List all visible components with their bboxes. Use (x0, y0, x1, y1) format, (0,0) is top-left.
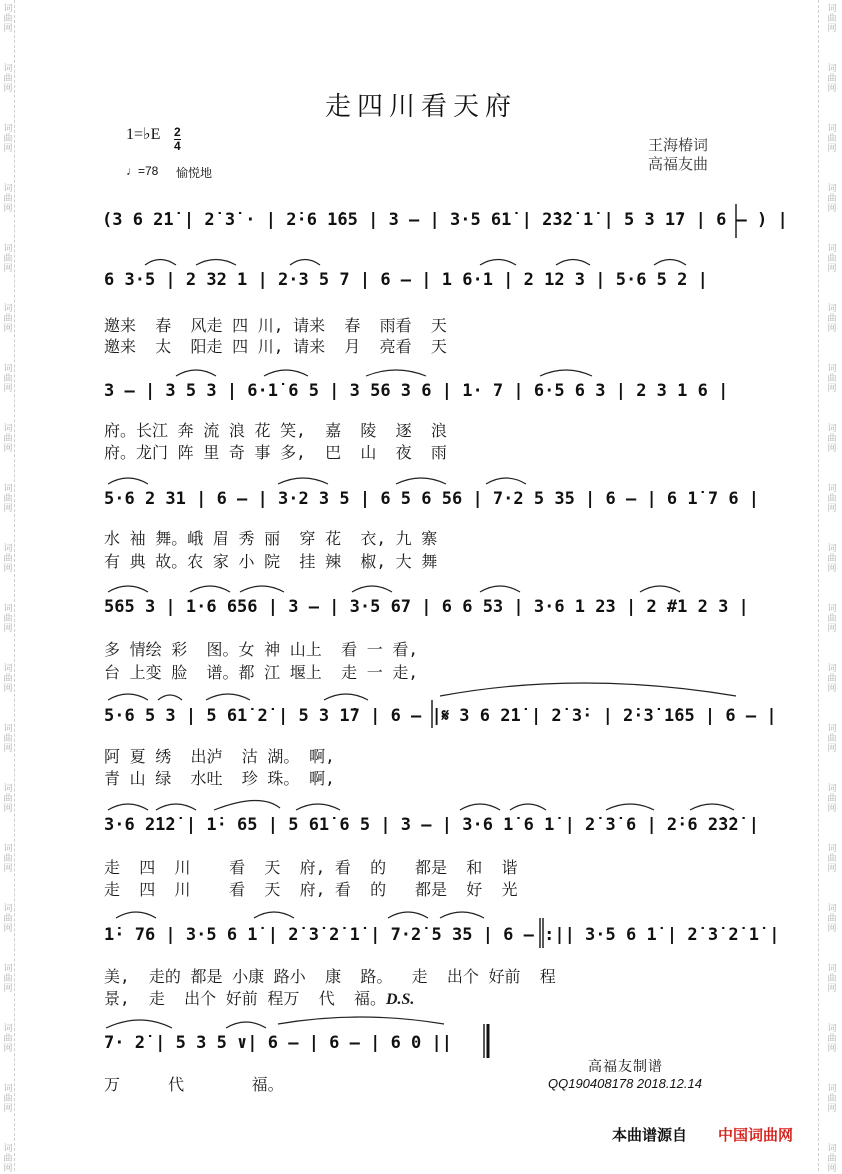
watermark-glyphs: 词 曲 网 (827, 1084, 837, 1114)
system-6-notes: 5·6 5 3 | 5 61̇ 2̇ | 5 3 1̇7 | 6 – |𝄋 3 6 2̇1̇ | 2̇ 3̇· | 2̇·3̇ 1̇65 | 6 – | (104, 706, 777, 726)
slur (366, 370, 426, 376)
watermark-glyphs: 词 曲 网 (3, 364, 13, 394)
tempo-marking: ♩=78 (126, 164, 159, 178)
slur (460, 804, 500, 810)
meter-top: 2 (174, 125, 181, 139)
site-name-link[interactable]: 中国词曲网 (718, 1126, 794, 1144)
watermark-glyphs: 词 曲 网 (827, 544, 837, 574)
slur (226, 1022, 266, 1028)
expression-marking: 愉悦地 (176, 166, 213, 180)
watermark-glyphs: 词 曲 网 (827, 844, 837, 874)
slur (190, 586, 230, 592)
watermark-glyphs: 词 曲 网 (827, 244, 837, 274)
watermark-glyphs: 词 曲 网 (3, 1144, 13, 1174)
slur (116, 912, 156, 918)
watermark-glyphs: 词 曲 网 (827, 64, 837, 94)
system-4-notes: 5·6 2 31 | 6 – | 3·2 3 5 | 6 5 6 56 | 7·2 5 35 | 6 – | 6 1̇ 7 6 | (104, 489, 760, 509)
watermark-glyphs: 词 曲 网 (3, 604, 13, 634)
slur (145, 260, 176, 266)
slur (480, 260, 516, 266)
slur (690, 804, 734, 810)
watermark-glyphs: 词 曲 网 (3, 1024, 13, 1054)
slur (254, 912, 294, 918)
watermark-glyphs: 词 曲 网 (3, 244, 13, 274)
watermark-glyphs: 词 曲 网 (827, 124, 837, 154)
watermark-glyphs: 词 曲 网 (3, 724, 13, 754)
watermark-glyphs: 词 曲 网 (827, 364, 837, 394)
watermark-glyphs: 词 曲 网 (827, 304, 837, 334)
watermark-glyphs: 词 曲 网 (827, 964, 837, 994)
system-2-lyric-verse-1: 邀来 春 风走 四 川, 请来 春 雨看 天 (104, 316, 447, 335)
watermark-glyphs: 词 曲 网 (827, 424, 837, 454)
slur (556, 260, 590, 266)
slur (206, 694, 250, 700)
watermark-glyphs: 词 曲 网 (3, 844, 13, 874)
lyricist-credit: 王海椿词 (648, 136, 709, 154)
slur (240, 586, 284, 592)
source-label: 本曲谱源自 (612, 1126, 688, 1144)
watermark-glyphs: 词 曲 网 (827, 724, 837, 754)
slur (196, 260, 236, 266)
system-5-lyric-verse-1: 多 情绘 彩 图。女 神 山上 看 一 看, (104, 640, 418, 659)
slur (352, 586, 392, 592)
watermark-glyphs: 词 曲 网 (827, 604, 837, 634)
slur (156, 804, 196, 810)
system-8-notes: 1̇· 76 | 3·5 6 1̇ | 2̇ 3̇ 2̇ 1̇ | 7·2̇ 5 35 | 6 – :|| 3·5 6 1̇ | 2̇ 3̇ 2̇ 1̇ | (104, 925, 780, 945)
system-2-notes: 6 3·5 | 2 32 1 | 2·3 5 7 | 6 – | 1 6·1 | 2 12 3 | 5·6 5 2 | (104, 270, 708, 290)
slur (540, 370, 592, 376)
watermark-glyphs: 词 曲 网 (827, 1024, 837, 1054)
slur (510, 804, 546, 810)
watermark-glyphs: 词 曲 网 (3, 304, 13, 334)
watermark-glyphs: 词 曲 网 (3, 484, 13, 514)
watermark-glyphs: 词 曲 网 (3, 124, 13, 154)
slur (176, 370, 216, 376)
watermark-glyphs: 词 曲 网 (3, 964, 13, 994)
slur (440, 683, 736, 696)
system-3-lyric-verse-2: 府。龙门 阵 里 奇 事 多, 巴 山 夜 雨 (104, 443, 447, 462)
system-1-notes: (3 6 2̇1̇ | 2̇ 3̇ · | 2̇·6 1̇65 | 3 – | 3·5 61̇ | 2̇3̇2̇ 1̇ | 5 3 1̇7 | 6 – ) | (102, 210, 788, 230)
slur (296, 804, 340, 810)
system-4-lyric-verse-2: 有 典 故。农 家 小 院 挂 辣 椒, 大 舞 (104, 552, 438, 571)
watermark-glyphs: 词 曲 网 (3, 904, 13, 934)
watermark-glyphs: 词 曲 网 (827, 484, 837, 514)
system-6-lyric-verse-1: 阿 夏 绣 出泸 沽 湖。 啊, (104, 747, 335, 766)
slur (106, 1020, 172, 1028)
system-8-lyric-verse-2-text: 景, 走 出个 好前 程万 代 福。 (104, 989, 386, 1008)
system-7-lyric-verse-2: 走 四 川 看 天 府, 看 的 都是 好 光 (104, 880, 518, 899)
slur (158, 695, 182, 700)
watermark-glyphs: 词 曲 网 (827, 1144, 837, 1174)
system-8-lyric-verse-1: 美, 走的 都是 小康 路小 康 路。 走 出个 好前 程 (104, 967, 556, 986)
system-4-lyric-verse-1: 水 袖 舞。峨 眉 秀 丽 穿 花 衣, 九 寨 (104, 529, 438, 548)
watermark-glyphs: 词 曲 网 (3, 664, 13, 694)
dal-segno-marking: D.S. (385, 991, 415, 1008)
system-5-lyric-verse-2: 台 上变 脸 谱。都 江 堰上 走 一 走, (104, 663, 418, 682)
watermark-glyphs: 词 曲 网 (827, 184, 837, 214)
slur (480, 586, 520, 592)
slur (264, 370, 308, 376)
watermark-glyphs: 词 曲 网 (3, 1084, 13, 1114)
watermark-glyphs: 词 曲 网 (827, 904, 837, 934)
slur (108, 478, 148, 484)
qq-and-date: QQ190408178 2018.12.14 (548, 1076, 702, 1091)
slur (388, 912, 428, 918)
watermark-glyphs: 词 曲 网 (827, 784, 837, 814)
slur (606, 804, 654, 810)
slur (278, 478, 328, 484)
system-3-lyric-verse-1: 府。长江 奔 流 浪 花 笑, 嘉 陵 逐 浪 (104, 421, 447, 440)
slur (290, 260, 320, 266)
composer-credit: 高福友曲 (648, 155, 709, 173)
slur (640, 586, 680, 592)
watermark-glyphs: 词 曲 网 (3, 544, 13, 574)
slur (440, 912, 484, 918)
system-9-notes: 7· 2̇ | 5 3 5 ∨| 6 – | 6 – | 6 0 || (104, 1033, 452, 1053)
watermark-glyphs: 词 曲 网 (3, 184, 13, 214)
copyist-credit: 高福友制谱 (588, 1059, 663, 1075)
slur (324, 694, 368, 700)
slur (108, 586, 148, 592)
slur (108, 804, 148, 810)
slur (396, 478, 446, 484)
watermark-glyphs: 词 曲 网 (3, 64, 13, 94)
system-2-lyric-verse-2: 邀来 太 阳走 四 川, 请来 月 亮看 天 (104, 337, 447, 356)
slur (654, 260, 686, 266)
watermark-glyphs: 词 曲 网 (3, 4, 13, 34)
system-7-lyric-verse-1: 走 四 川 看 天 府, 看 的 都是 和 谐 (104, 858, 518, 877)
watermark-glyphs: 词 曲 网 (827, 664, 837, 694)
system-7-notes: 3·6 2̇1̇2̇ | 1̇· 65 | 5 61̇ 6 5 | 3 – | 3·6 1̇ 6 1̇ | 2̇ 3̇ 6 | 2̇·6 2̇3̇2̇ | (104, 815, 760, 835)
meter-bottom: 4 (174, 139, 181, 153)
barlines (432, 204, 736, 1058)
song-title: 走四川看天府 (324, 92, 517, 122)
slur (486, 478, 526, 484)
system-5-notes: 565 3 | 1·6 656 | 3 – | 3·5 67 | 6 6 53 | 3·6 1 23 | 2 #1 2 3 | (104, 597, 749, 617)
watermark-glyphs: 词 曲 网 (3, 424, 13, 454)
watermark-glyphs: 词 曲 网 (827, 4, 837, 34)
slur (108, 694, 148, 700)
system-3-notes: 3 – | 3 5 3 | 6·1̇ 6 5 | 3 56 3 6 | 1· 7 | 6·5 6 3 | 2 3 1 6 | (104, 381, 729, 401)
watermark-glyphs: 词 曲 网 (3, 784, 13, 814)
slur (214, 800, 280, 810)
key-signature: 1=♭E (126, 126, 161, 143)
slur (278, 1017, 444, 1024)
system-9-lyric: 万 代 福。 (104, 1075, 284, 1094)
system-6-lyric-verse-2: 青 山 绿 水吐 珍 珠。 啊, (104, 769, 335, 788)
